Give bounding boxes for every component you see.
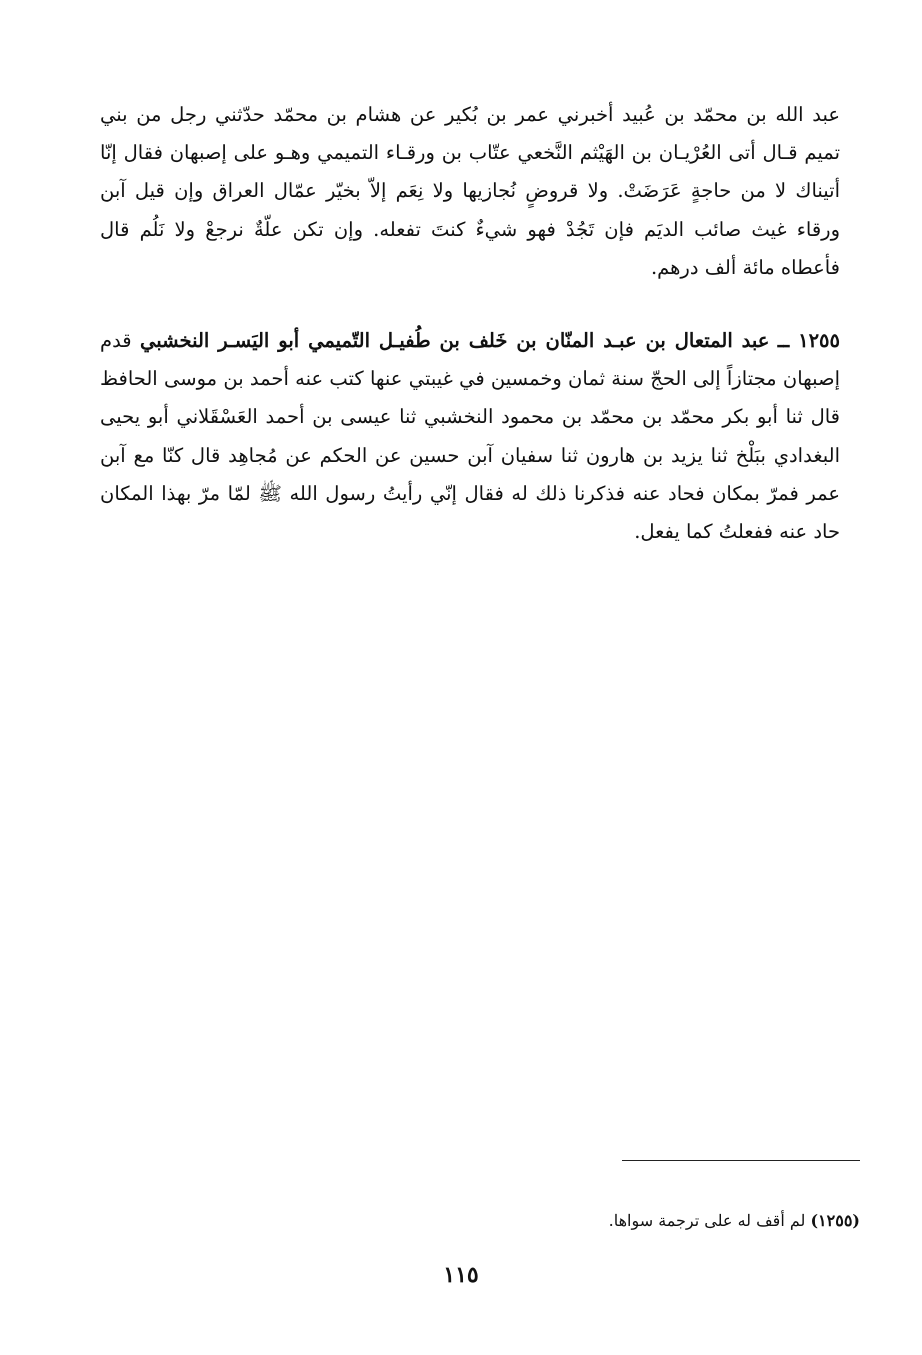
entry-number: ١٢٥٥ ــ [777,329,841,352]
entry-paragraph [100,322,840,551]
text-paragraph-continuation [100,96,840,287]
footnote [260,1208,860,1234]
page-number: ١١٥ [443,1262,479,1288]
entry-heading: عبد المتعال بن عبـد المنّان بن خَلف بن طُفيـل التّميمي أبو اليَسـر النخشبي [139,329,770,352]
footnote-number: (١٢٥٥) [810,1211,860,1230]
entry-body: قدم إصبهان مجتازاً إلى الحجّ سنة ثمان وخمسين في غيبتي عنها كتب عنه أحمد بن موسى الحافظ قال ثنا أبو بكر محمّد بن محمّد بن محمود النخشبي ثنا عيسى بن أحمد العَسْقَلاني أبو يحيى البغدادي ببَلْخ ثنا يزيد بن هارون ثنا سفيان آبن حسين عن الحكم عن مُجاهِد قال كنّا مع آبن عمر فمرّ بمكان فحاد عنه فذكرنا ذلك له فقال إنّي رأيتُ رسول الله ﷺ لمّا مرّ بهذا المكان حاد عنه ففعلتُ كما يفعل. [100,329,840,544]
paragraph-text: عبد الله بن محمّد بن عُبيد أخبرني عمر بن بُكير عن هشام بن محمّد حدّثني رجل من بني تميم قـال أتى العُرْيـان بن الهَيْثم النَّخعي عتّاب بن ورقـاء التميمي وهـو على إصبهان فقال إنّا أتيناك لا من حاجةٍ عَرَضَتْ. ولا قروضٍ نُجازيها ولا نِعَم إلاّ بخيّر عمّال العراق وإن قيل آبن ورقاء غيث صائب الديَم فإن تَجُدْ فهو شيءٌ كنتَ تفعله. وإن تكن علّةٌ نرجعْ ولا نَلُم قال فأعطاه مائة ألف درهم. [100,103,840,279]
footnote-separator [622,1160,860,1161]
biography-entry [100,322,840,551]
footnote-text: لم أقف له على ترجمة سواها. [608,1211,806,1230]
